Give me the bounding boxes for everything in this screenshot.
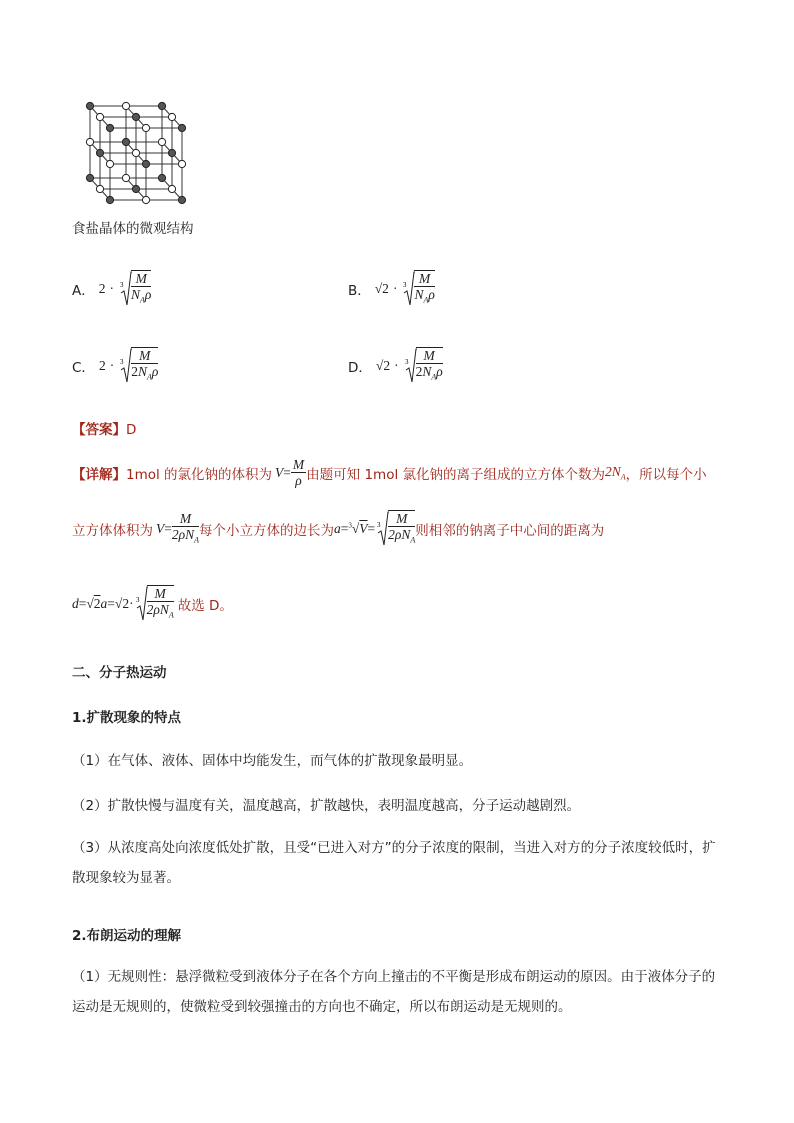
option-d-letter: D．	[348, 359, 372, 376]
option-d-sqrt2: √2	[375, 357, 391, 373]
detail-text-2: 由题可知 1mol 氯化钠的离子组成的立方体个数为	[306, 466, 606, 483]
option-a-letter: A．	[72, 282, 95, 299]
detail-label: 【详解】	[72, 466, 126, 483]
subsection-2-title: 2.布朗运动的理解	[72, 928, 182, 944]
svg-text:3: 3	[120, 280, 124, 289]
svg-text:3: 3	[403, 280, 407, 289]
detail-text-3: ，所以每个小	[625, 466, 707, 483]
option-d: D． √2 · 3 $\frac{M}{2N_A\rho}$	[348, 347, 443, 385]
option-a-coef: 2	[98, 280, 106, 296]
paragraph-2: （2）扩散快慢与温度有关，温度越高，扩散越快，表明温度越高，分子运动越剧烈。	[72, 798, 581, 814]
option-c-cube-root: 3 $\frac{M}{2N_A\rho}$	[118, 347, 158, 385]
nacl-crystal-figure	[82, 100, 192, 212]
option-b-letter: B．	[348, 282, 371, 299]
option-c: C． 2 · 3 $\frac{M}{2N_A\rho}$	[72, 347, 158, 385]
svg-text:3: 3	[404, 357, 409, 366]
detail-line-3: d = √2a = √2 · 3 $\frac{M}{2\rho N_A}$ 故选 D。	[72, 585, 233, 623]
paragraph-1: （1）在气体、液体、固体中均能发生，而气体的扩散现象最明显。	[72, 753, 473, 769]
paragraph-4: （1）无规则性：悬浮微粒受到液体分子在各个方向上撞击的不平衡是形成布朗运动的原因。由于液体分子的运动是无规则的，使微粒受到较强撞击的方向也不确定，所以布朗运动是无规则的。	[72, 969, 716, 1015]
detail-text-7: 故选 D。	[177, 597, 233, 614]
answer-line	[72, 418, 136, 438]
detail-text-1: 1mol 的氯化钠的体积为	[126, 466, 273, 483]
option-d-cube-root: 3 $\frac{M}{2N_A\rho}$	[403, 347, 443, 385]
subsection-1-title: 1.扩散现象的特点	[72, 710, 182, 726]
svg-text:3: 3	[120, 357, 124, 366]
detail-line-1: 【详解】 1mol 的氯化钠的体积为 V = $\frac{M}{\rho}$ 由题可知 1mol 氯化钠的离子组成的立方体个数为 $2N_A$ ，所以每个小	[72, 457, 707, 488]
option-a-cube-root: 3 $\frac{M}{N_A\rho}$	[118, 270, 151, 308]
option-b-cube-root: 3 $\frac{M}{N_A\rho}$	[401, 270, 434, 308]
option-b: B． √2 · 3 $\frac{M}{N_A\rho}$	[348, 270, 435, 308]
detail-text-5: 每个小立方体的边长为	[199, 522, 334, 539]
detail-text-4: 立方体体积为	[72, 522, 153, 539]
svg-text:3: 3	[377, 520, 381, 529]
detail-text-6: 则相邻的钠离子中心间的距离为	[415, 522, 605, 539]
answer-label: 【答案】	[72, 422, 126, 438]
paragraph-3: （3）从浓度高处向浓度低处扩散，且受“已进入对方”的分子浓度的限制，当进入对方的分子浓度较低时，扩散现象较为显著。	[72, 840, 716, 886]
detail-line-2: 立方体体积为 V = $\frac{M}{2\rho N_A}$ 每个小立方体的边长为 a = $^3$√V = 3 $\frac{M}{2\rho N_A}$ 则相邻的钠离子中心间的距离为	[72, 510, 604, 548]
option-c-coef: 2	[98, 357, 106, 373]
option-a: A． 2 · 3 $\frac{M}{N_A\rho}$	[72, 270, 151, 308]
option-c-letter: C．	[72, 359, 95, 376]
section-title: 二、分子热运动	[72, 665, 167, 681]
svg-text:3: 3	[135, 595, 140, 604]
option-b-sqrt2: √2	[374, 280, 389, 296]
answer-value: D	[126, 422, 137, 438]
figure-caption: 食盐晶体的微观结构	[72, 221, 194, 237]
detail-2na: $2N_A$	[605, 463, 626, 482]
